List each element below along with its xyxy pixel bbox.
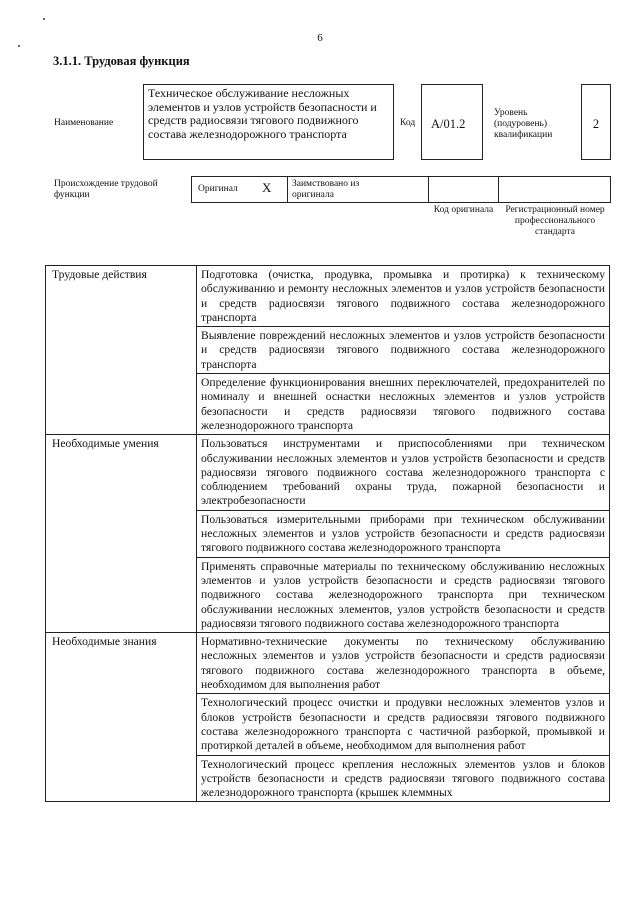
section-title: 3.1.1. Трудовая функция — [53, 54, 190, 68]
page-number: 6 — [317, 32, 323, 44]
scan-mark — [43, 18, 45, 20]
row-text: Технологический процесс крепления несложных элементов узлов и блоков устройств безопасности и средств радиосвязи тягового подвижного состава железнодорожного транспорта (крышек клеммных — [197, 755, 610, 802]
code-original-cell — [428, 176, 499, 203]
code-label: Код — [400, 118, 416, 128]
table-row — [46, 435, 610, 510]
row-text: Нормативно-технические документы по техническому обслуживанию несложных элементов и узлов устройств безопасности и средств радиосвязи тягового подвижного состава железнодорожного транспорта в объеме, необходимом для выполнения работ — [197, 633, 610, 694]
borrowed-label: Заимствовано из оригинала — [292, 179, 360, 200]
scan-mark — [18, 45, 20, 47]
name-label: Наименование — [54, 118, 114, 128]
labor-function-table — [45, 265, 610, 802]
original-cell — [191, 176, 288, 203]
code-original-caption: Код оригинала — [433, 205, 494, 215]
table-row — [46, 633, 610, 694]
original-label: Оригинал — [198, 184, 238, 194]
row-text: Пользоваться измерительными приборами при техническом обслуживании несложных элементов и узлов устройств безопасности и средств радиосвязи тягового подвижного состава железнодорожного транспорта — [197, 510, 610, 557]
row-text: Применять справочные материалы по техническому обслуживанию несложных элементов и узлов устройств безопасности и средств радиосвязи тягового подвижного состава железнодорожного транспорта при техническом обслуживании несложных элементов, узлов устройств безопасности и средств радиосвязи тягового подвижного состава железнодорожного транспорта — [197, 557, 610, 632]
table-row — [46, 266, 610, 327]
row-text: Пользоваться инструментами и приспособлениями при техническом обслуживании несложных элементов и узлов устройств безопасности и средств радиосвязи тягового подвижного состава железнодорожного транспорта с соблюдением требований охраны труда, пожарной безопасности и электробезопасности — [197, 435, 610, 510]
row-text: Выявление повреждений несложных элементов и узлов устройств безопасности и средств радиосвязи тягового подвижного состава железнодорожного транспорта — [197, 327, 610, 374]
category-knowledge: Необходимые знания — [46, 633, 197, 802]
reg-number-cell — [498, 176, 611, 203]
borrowed-cell — [287, 176, 429, 203]
category-skills: Необходимые умения — [46, 435, 197, 633]
row-text: Технологический процесс очистки и продувки несложных элементов узлов и блоков устройств безопасности и средств радиосвязи тягового подвижного состава железнодорожного транспорта с частичной разборкой, промывкой и протиркой деталей в объеме, необходимом для выполнения работ — [197, 694, 610, 755]
category-labor-actions: Трудовые действия — [46, 266, 197, 435]
function-name-value: Техническое обслуживание несложных элементов и узлов устройств безопасности и средств радиосвязи тягового подвижного состава железнодорожного транспорта — [143, 84, 394, 160]
level-value: 2 — [581, 84, 611, 160]
reg-number-caption: Регистрационный номер профессионального стандарта — [505, 205, 605, 237]
row-text: Подготовка (очистка, продувка, промывка и протирка) к техническому обслуживанию и ремонту несложных элементов и узлов устройств безопасности и средств радиосвязи тягового подвижного состава железнодорожного транспорта — [197, 266, 610, 327]
origin-label: Происхождение трудовой функции — [54, 179, 158, 200]
code-value: A/01.2 — [421, 84, 483, 160]
row-text: Определение функционирования внешних переключателей, предохранителей по номиналу и внешней оснастки несложных элементов и узлов устройств безопасности и средств радиосвязи тягового подвижного состава железнодорожного транспорта — [197, 374, 610, 435]
level-label: Уровень (подуровень) квалификации — [494, 108, 553, 140]
original-mark: X — [262, 180, 272, 195]
